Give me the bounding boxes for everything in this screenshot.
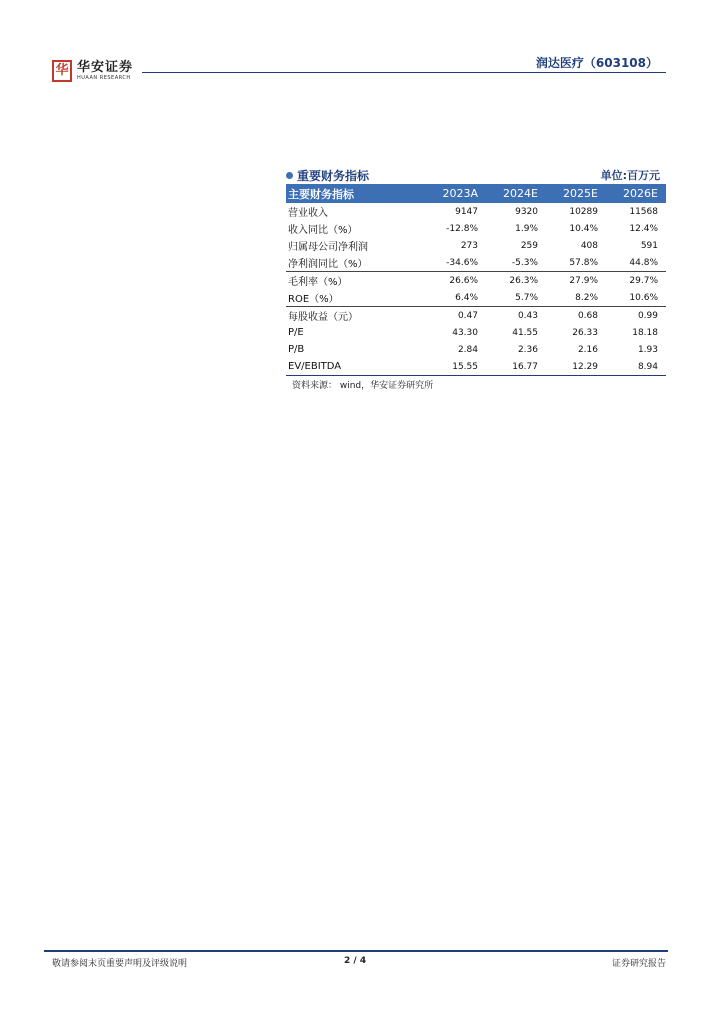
row-value: 6.4%: [455, 292, 478, 303]
row-label: EV/EBITDA: [286, 358, 426, 376]
row-label: 收入同比（%）: [288, 225, 358, 236]
row-value: 0.43: [486, 307, 546, 325]
table-row: [286, 254, 666, 272]
table-header-row: [286, 184, 666, 203]
row-value: 16.77: [486, 358, 546, 376]
row-value: 5.7%: [515, 292, 538, 303]
row-label: P/E: [288, 327, 304, 338]
row-value: 57.8%: [569, 257, 598, 268]
table-row: [286, 237, 666, 254]
row-label: 归属母公司净利润: [288, 242, 368, 253]
row-value: 9147: [455, 206, 478, 217]
row-value: 0.47: [426, 307, 486, 325]
table-row: [286, 324, 666, 341]
table-row: [286, 203, 666, 220]
row-value: 8.94: [606, 358, 666, 376]
row-value: -12.8%: [446, 223, 478, 234]
header-divider: [142, 72, 666, 73]
section-title-text: 重要财务指标: [297, 169, 370, 183]
row-value: 0.99: [606, 307, 666, 325]
row-value: 12.29: [546, 358, 606, 376]
row-label: ROE（%）: [288, 294, 339, 305]
report-header-title: 润达医疗（603108）: [535, 56, 658, 70]
row-value: 0.68: [546, 307, 606, 325]
row-value: 10.6%: [629, 292, 658, 303]
row-value: 27.9%: [546, 272, 606, 290]
row-value: 41.55: [512, 327, 538, 338]
row-label: 每股收益（元）: [286, 307, 426, 325]
table-row: [286, 341, 666, 358]
row-value: 1.93: [637, 344, 658, 355]
row-value: 2.16: [577, 344, 598, 355]
row-label: 毛利率（%）: [286, 272, 426, 290]
table-row: [286, 358, 666, 376]
row-value: 43.30: [452, 327, 478, 338]
table-row: [286, 289, 666, 307]
section-header: [286, 167, 666, 184]
column-header-label: 主要财务指标: [286, 184, 426, 203]
row-value: 259: [520, 240, 538, 251]
row-value: 26.6%: [426, 272, 486, 290]
bullet-icon: [286, 172, 293, 179]
row-label: 净利润同比（%）: [288, 259, 368, 270]
logo-text: [77, 61, 133, 82]
footer-divider: [44, 950, 668, 952]
table-row: [286, 307, 666, 325]
column-header-year: 2025E: [546, 184, 606, 203]
row-value: 10289: [569, 206, 598, 217]
row-value: 273: [460, 240, 478, 251]
row-value: 44.8%: [629, 257, 658, 268]
company-logo: [52, 60, 133, 82]
row-value: 11568: [629, 206, 658, 217]
row-value: 18.18: [632, 327, 658, 338]
table-body: [286, 203, 666, 376]
column-header-year: 2026E: [606, 184, 666, 203]
table-row: [286, 220, 666, 237]
logo-seal: 华: [52, 60, 72, 82]
row-value: 29.7%: [606, 272, 666, 290]
row-value: 26.33: [572, 327, 598, 338]
row-value: -5.3%: [511, 257, 538, 268]
row-value: 12.4%: [629, 223, 658, 234]
row-value: 8.2%: [575, 292, 598, 303]
page-number: 2 / 4: [344, 956, 367, 966]
footer-report-type: 证券研究报告: [611, 959, 666, 969]
financial-indicators-table: [286, 184, 666, 376]
financial-indicators-section: [286, 167, 666, 391]
footer-disclaimer: 敬请参阅末页重要声明及评级说明: [52, 959, 188, 969]
column-header-year: 2023A: [426, 184, 486, 203]
row-value: -34.6%: [446, 257, 478, 268]
row-value: 9320: [515, 206, 538, 217]
row-value: 15.55: [426, 358, 486, 376]
row-value: 2.36: [517, 344, 538, 355]
unit-label: 单位:百万元: [600, 169, 660, 182]
row-label: P/B: [288, 344, 305, 355]
row-value: 408: [580, 240, 598, 251]
logo-english-name: HUAAN RESEARCH: [77, 74, 131, 81]
row-label: 营业收入: [288, 208, 328, 219]
source-note: 资料来源： wind，华安证券研究所: [292, 381, 434, 391]
row-value: 10.4%: [569, 223, 598, 234]
section-title: [286, 167, 369, 184]
row-value: 26.3%: [486, 272, 546, 290]
row-value: 1.9%: [515, 223, 538, 234]
row-value: 2.84: [457, 344, 478, 355]
column-header-year: 2024E: [486, 184, 546, 203]
table-row: [286, 272, 666, 290]
logo-chinese-name: 华安证券: [77, 59, 134, 75]
row-value: 591: [640, 240, 658, 251]
